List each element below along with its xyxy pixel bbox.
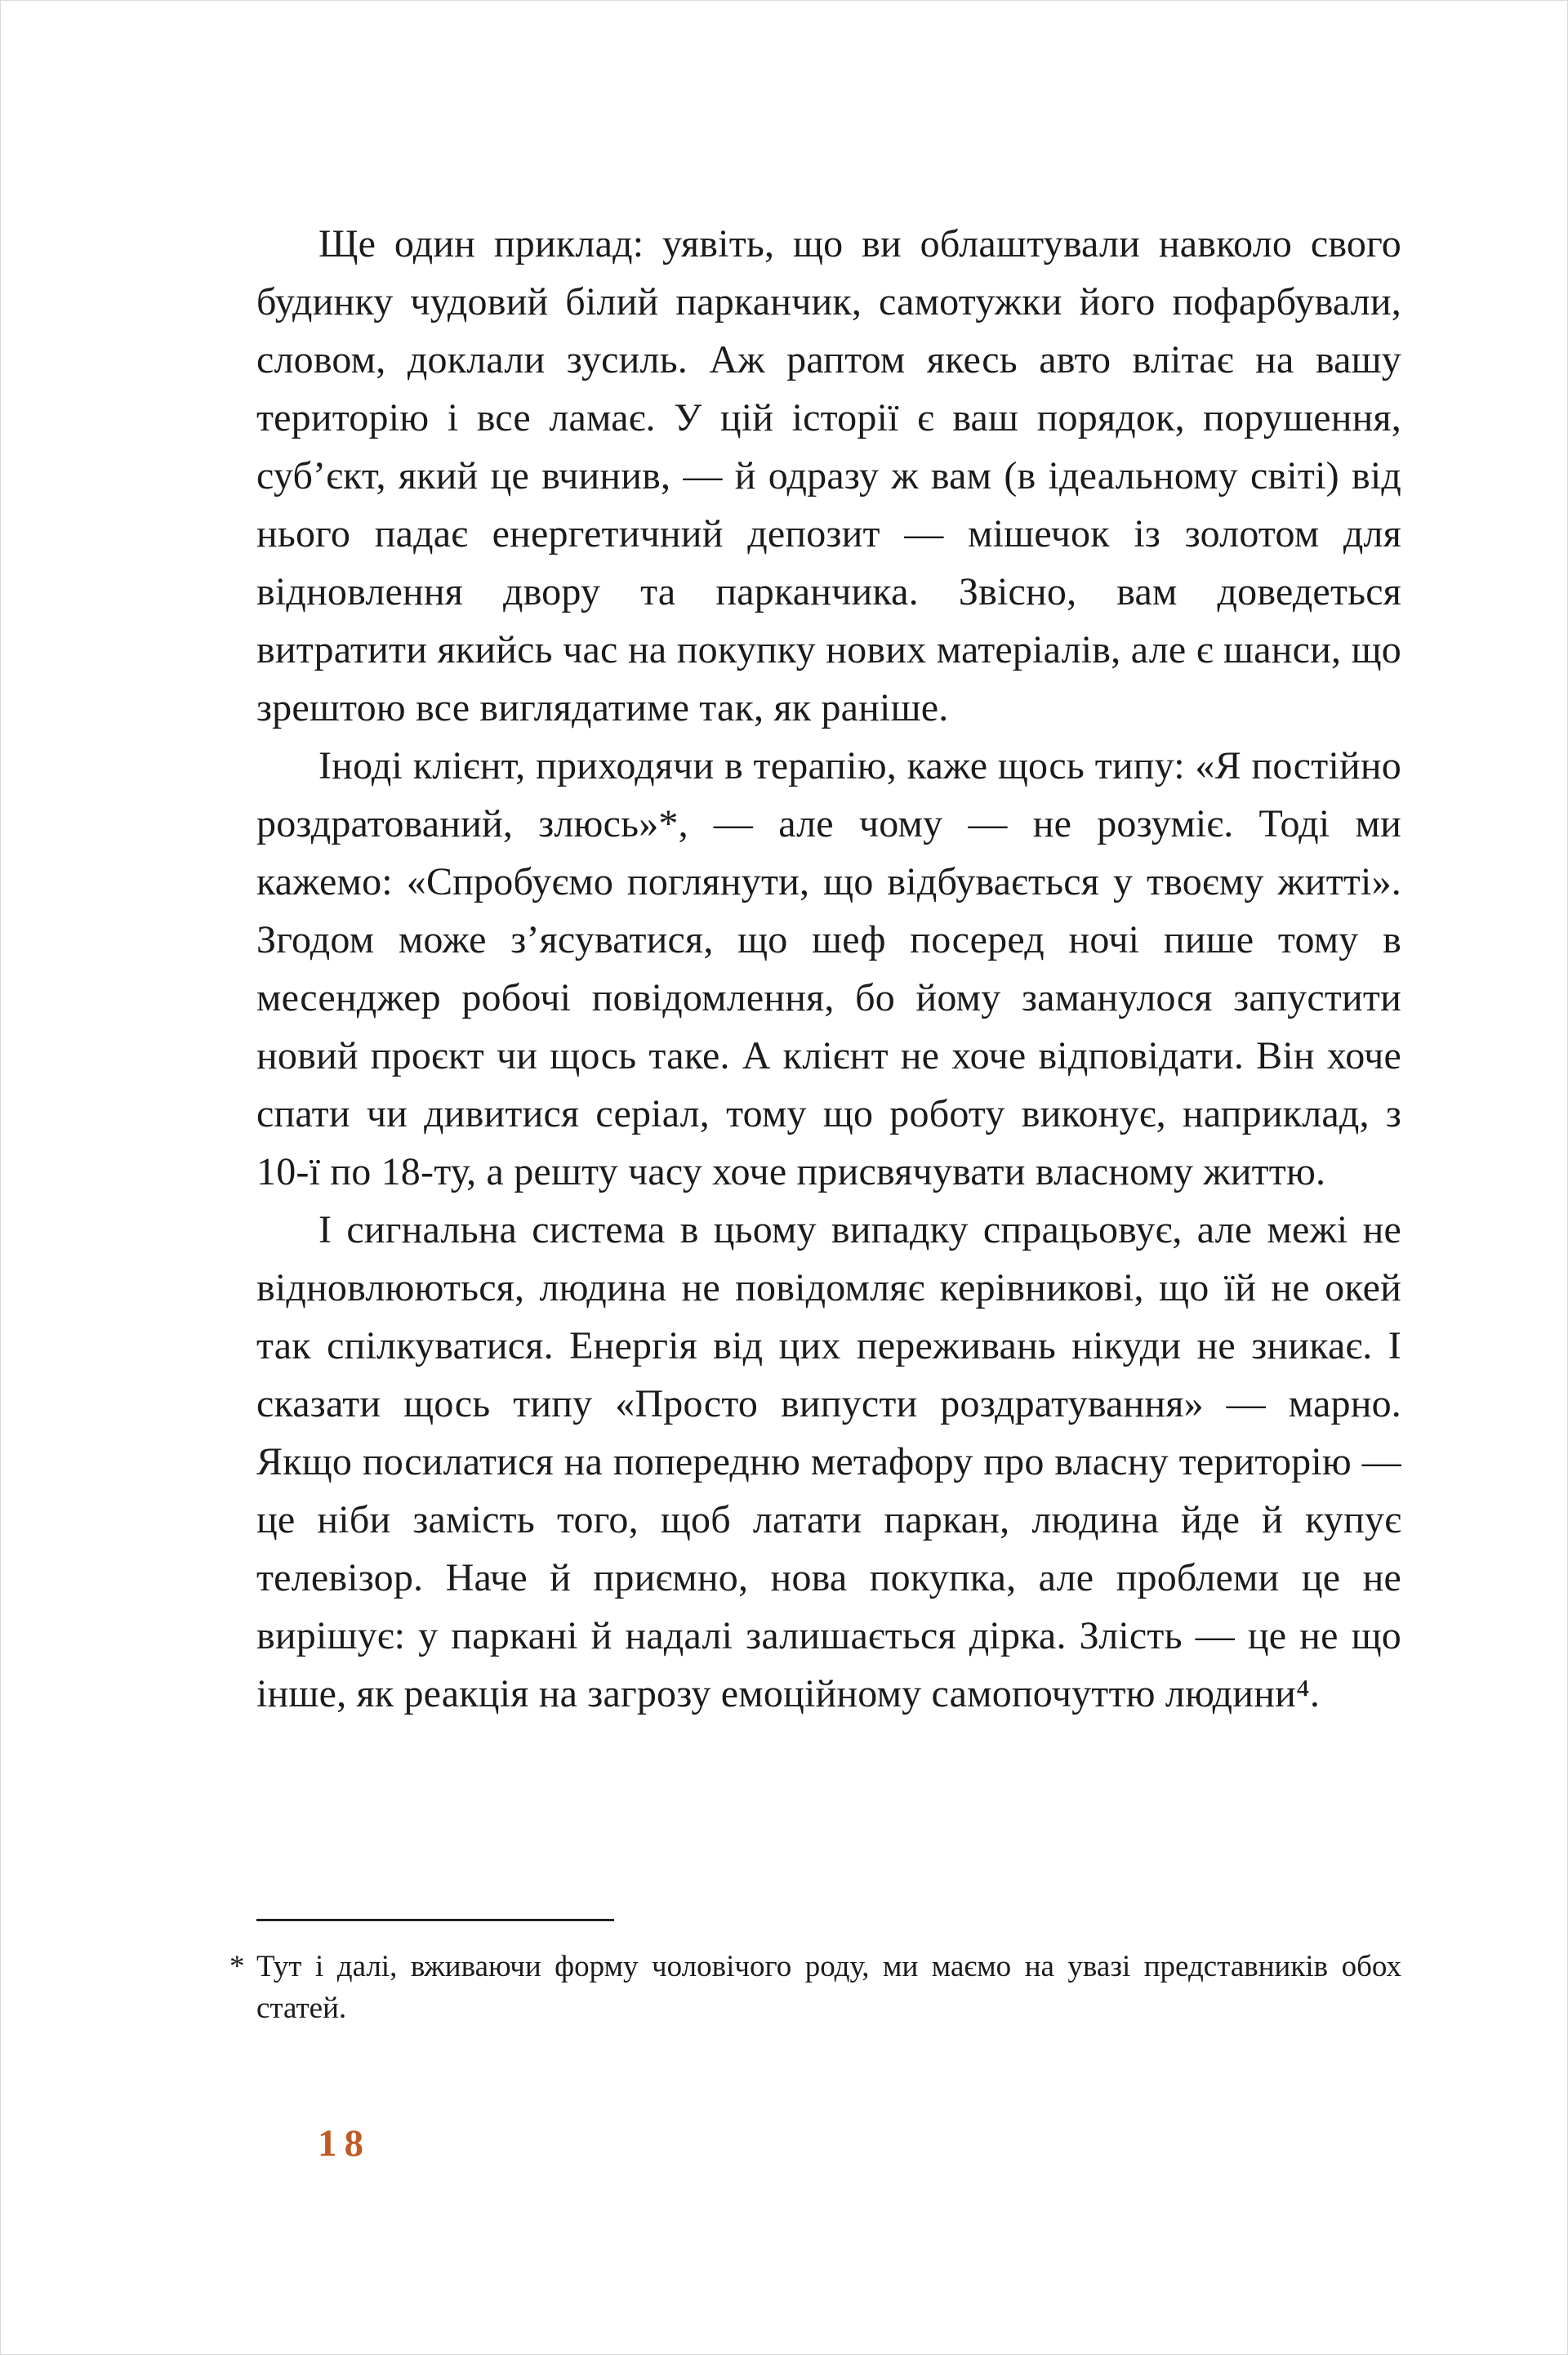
body-paragraph: Іноді клієнт, приходячи в терапію, каже щось типу: «Я постійно роздратований, злюсь»*, — але чому — не розуміє. Тоді ми кажемо: «Спробуємо поглянути, що відбувається у твоєму житті». Згодом може з’ясуватися, що шеф посеред ночі пише тому в месенджер робочі повідомлення, бо йому заманулося запустити новий проєкт чи щось таке. А клієнт не хоче відповідати. Він хоче спати чи дивитися серіал, тому що роботу виконує, наприклад, з 10-ї по 18-ту, а решту часу хоче присвячувати власному життю. — [256, 744, 1401, 1193]
body-paragraph: Ще один приклад: уявіть, що ви облаштували навколо свого будинку чудовий білий парканчик, самотужки його пофарбували, словом, доклали зусиль. Аж раптом якесь авто влітає на вашу територію і все ламає. У цій історії є ваш порядок, порушення, суб’єкт, який це вчинив, — й одразу ж вам (в ідеальному світі) від нього падає енергетичний депозит — мішечок із золотом для відновлення двору та парканчика. Звісно, вам доведеться витратити якийсь час на покупку нових матеріалів, але є шанси, що зрештою все виглядатиме так, як раніше. — [256, 222, 1401, 729]
footnote — [229, 1946, 1401, 2029]
page-number: 18 — [318, 2122, 371, 2165]
footnote-divider — [256, 1919, 614, 1921]
footnote-text: Тут і далі, вживаючи форму чоловічого роду, ми маємо на увазі представників обох статей. — [256, 1950, 1401, 2025]
footnote-marker: * — [229, 1950, 245, 1983]
footnote-area — [229, 1919, 1401, 2059]
body-paragraph: І сигнальна система в цьому випадку спрацьовує, але межі не відновлюються, людина не повідомляє керівникові, що їй не окей так спілкуватися. Енергія від цих переживань нікуди не зникає. І сказати щось типу «Просто випусти роздратування» — марно. Якщо посилатися на попередню метафору про власну територію — це ніби замість того, щоб латати паркан, людина йде й купує телевізор. Наче й приємно, нова покупка, але проблеми це не вирішує: у паркані й надалі залишається дірка. Злість — це не що інше, як реакція на загрозу емоційному самопочуттю людини⁴. — [256, 1208, 1401, 1715]
body-text — [256, 215, 1401, 1723]
